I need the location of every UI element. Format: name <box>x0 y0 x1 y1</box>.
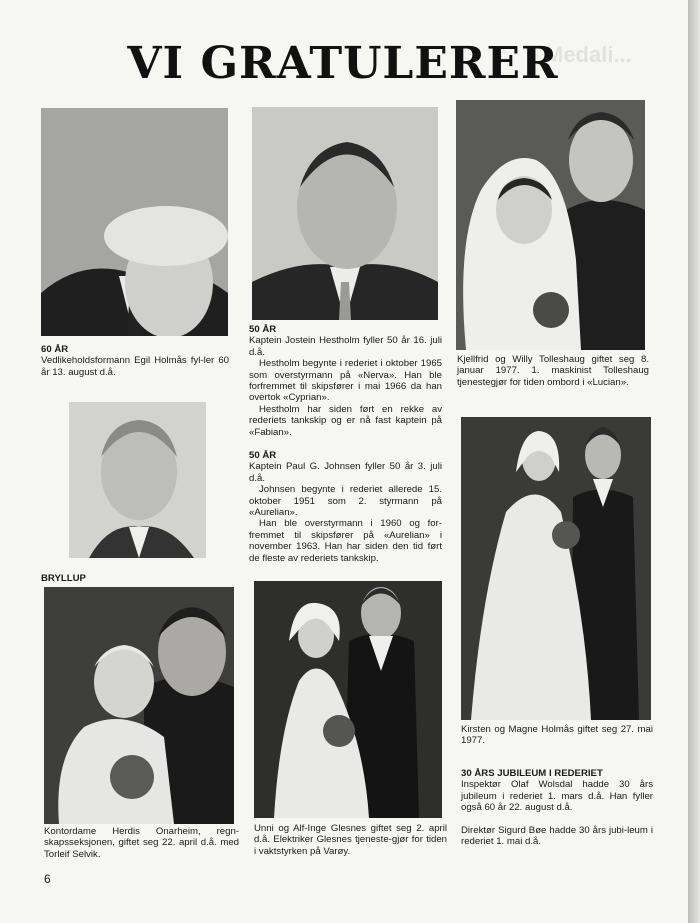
page-title: VI GRATULERER <box>127 38 559 89</box>
caption-heading: 50 ÅR <box>249 450 277 461</box>
caption-paragraph: Hestholm har siden ført en rekke av rederiets tankskip og er nå fast kaptein på «Fabian». <box>249 403 442 438</box>
wedding-photo-glesnes <box>254 581 442 818</box>
caption-wedding-onarheim <box>44 826 239 860</box>
caption-text: Kontordame Herdis Onarheim, regn-skapsseksjonen, giftet seg 22. april d.å. med Torleif Selvik. <box>44 826 239 860</box>
caption-heading: 60 ÅR <box>41 344 69 355</box>
caption-wedding-holmas <box>461 724 653 747</box>
caption-wedding-glesnes <box>254 823 447 857</box>
wedding-photo-tolleshaug <box>456 100 645 350</box>
caption-paragraph: Hestholm begynte i rederiet i oktober 1965 som overstyrmann på «Nerva». Han ble forfremmet til skipsfører i mai 1966 da han overtok «Cyprian». <box>249 358 442 404</box>
page-number: 6 <box>44 872 51 886</box>
caption-heading: 50 ÅR <box>249 324 277 335</box>
portrait-photo-jostein-hestholm <box>252 107 438 320</box>
caption-heading: 30 ÅRS JUBILEUM I REDERIET <box>461 768 603 779</box>
caption-text: Direktør Sigurd Bøe hadde 30 års jubi-leum i rederiet 1. mai d.å. <box>461 824 653 848</box>
caption-wedding-tolleshaug <box>457 354 649 388</box>
caption-paragraph: Johnsen begynte i rederiet allerede 15. oktober 1951 som 2. styrmann på «Aurelian». <box>249 484 442 519</box>
caption-50-ar-johnsen <box>249 450 442 564</box>
portrait-photo-paul-johnsen <box>69 402 206 558</box>
wedding-photo-onarheim-selvik <box>44 587 234 824</box>
caption-jubilee <box>461 768 653 847</box>
portrait-photo-egil-holmas <box>41 108 228 336</box>
caption-intro: Kaptein Paul G. Johnsen fyller 50 år 3. juli d.å. <box>249 461 442 484</box>
caption-text: Kirsten og Magne Holmås giftet seg 27. mai 1977. <box>461 724 653 747</box>
caption-text: Inspektør Olaf Wolsdal hadde 30 års jubileum i rederiet 1. mars d.å. Han fyller også 60 år 22. august d.å. <box>461 779 653 814</box>
section-title: BRYLLUP <box>41 573 86 584</box>
wedding-photo-holmas <box>461 417 651 720</box>
caption-text: Kjellfrid og Willy Tolleshaug giftet seg 8. januar 1977. 1. maskinist Tolleshaug tjenestegjør for tiden ombord i «Lucian». <box>457 354 649 388</box>
caption-paragraph: Han ble overstyrmann i 1960 og for-fremmet til skipsfører på «Aurelian» i november 1963. Han har siden den tid ført de fleste av rederiets tankskip. <box>249 518 442 564</box>
caption-text: Vedlikeholdsformann Egil Holmås fyl-ler 60 år 13. august d.å. <box>41 355 229 378</box>
caption-text: Unni og Alf-Inge Glesnes giftet seg 2. april d.å. Elektriker Glesnes tjeneste-gjør for tiden i vaktstyrken på Varøy. <box>254 823 447 857</box>
caption-50-ar-hestholm <box>249 324 442 438</box>
bleed-through-text: Medali... <box>545 42 632 67</box>
caption-intro: Kaptein Jostein Hestholm fyller 50 år 16. juli d.å. <box>249 335 442 358</box>
section-heading-bryllup <box>41 573 161 584</box>
caption-60-ar-holmas <box>41 344 229 378</box>
page-edge <box>688 0 700 923</box>
